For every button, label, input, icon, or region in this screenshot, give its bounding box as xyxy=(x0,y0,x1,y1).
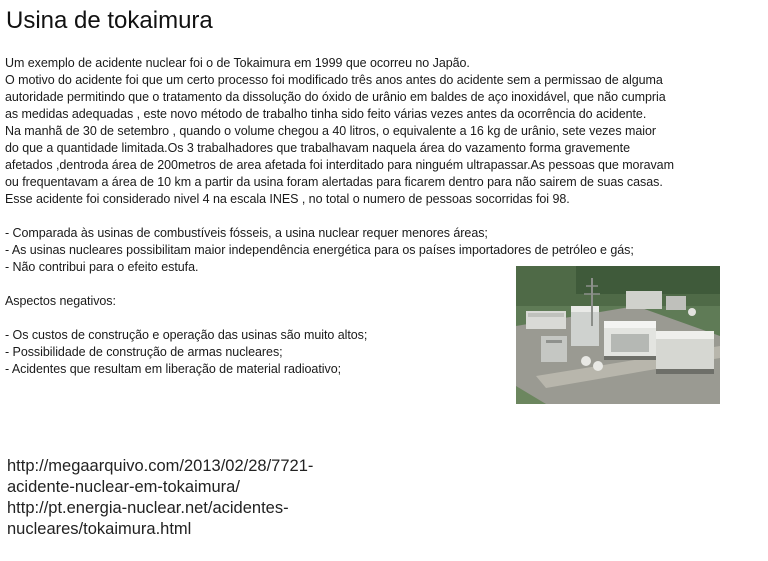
negative-item: - Possibilidade de construção de armas nucleares; xyxy=(5,345,283,359)
intro-line: O motivo do acidente foi que um certo processo foi modificado três anos antes do acidente sem a permissao de alguma xyxy=(5,73,663,87)
source-link-line[interactable]: nucleares/tokaimura.html xyxy=(7,520,192,538)
nuclear-plant-photo xyxy=(516,266,720,404)
source-links xyxy=(7,456,427,540)
source-link-line[interactable]: http://pt.energia-nuclear.net/acidentes- xyxy=(7,499,289,517)
positive-item: - As usinas nucleares possibilitam maior independência energética para os países importadores de petróleo e gás; xyxy=(5,243,634,257)
intro-line: Esse acidente foi considerado nivel 4 na escala INES , no total o numero de pessoas socorridas foi 98. xyxy=(5,192,570,206)
intro-line: do que a quantidade limitada.Os 3 trabalhadores que trabalhavam naquela área do vazamento forma gravemente xyxy=(5,141,630,155)
positive-item: - Não contribui para o efeito estufa. xyxy=(5,260,199,274)
intro-line: ou frequentavam a área de 10 km a partir da usina foram alertadas para ficarem dentro para não sairem de suas casas. xyxy=(5,175,663,189)
slide-title: Usina de tokaimura xyxy=(6,7,213,34)
intro-line: Na manhã de 30 de setembro , quando o volume chegou a 40 litros, o equivalente a 16 kg de urânio, sete vezes maior xyxy=(5,124,656,138)
intro-line: as medidas adequadas , este novo método de trabalho tinha sido feito várias vezes antes da ocorrência do acidente. xyxy=(5,107,647,121)
source-link-line[interactable]: http://megaarquivo.com/2013/02/28/7721- xyxy=(7,457,314,475)
negative-item: - Os custos de construção e operação das usinas são muito altos; xyxy=(5,328,368,342)
intro-line: Um exemplo de acidente nuclear foi o de Tokaimura em 1999 que ocorreu no Japão. xyxy=(5,56,470,70)
negative-item: - Acidentes que resultam em liberação de material radioativo; xyxy=(5,362,342,376)
nuclear-plant-aerial-image xyxy=(516,266,720,404)
positive-item: - Comparada às usinas de combustíveis fósseis, a usina nuclear requer menores áreas; xyxy=(5,226,488,240)
intro-line: autoridade permitindo que o tratamento da dissolução do óxido de urânio em baldes de aço inoxidável, que não cumpria xyxy=(5,90,666,104)
spacer xyxy=(5,208,757,225)
source-link-line[interactable]: acidente-nuclear-em-tokaimura/ xyxy=(7,478,240,496)
negatives-heading: Aspectos negativos: xyxy=(5,294,116,308)
intro-line: afetados ,dentroda área de 200metros de area afetada foi interditado para ninguém ultrapassar.As pessoas que moravam xyxy=(5,158,674,172)
